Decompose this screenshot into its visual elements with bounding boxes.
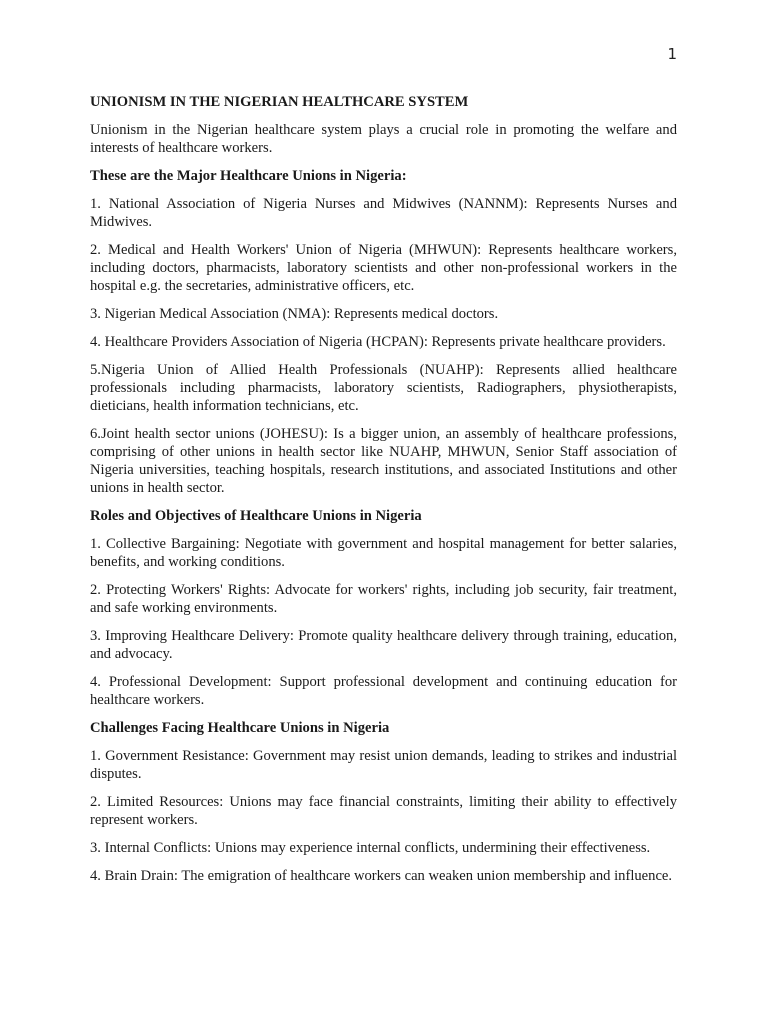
list-item: 3. Nigerian Medical Association (NMA): Represents medical doctors.: [90, 306, 499, 322]
document-body: [90, 93, 677, 895]
list-item: 2. Medical and Health Workers' Union of Nigeria (MHWUN): Represents healthcare workers, including doctors, pharmacists, laboratory scientists and other non-professional workers in the hospital e.g. the secretaries, administrative officers, etc.: [90, 242, 677, 294]
list-item: 4. Brain Drain: The emigration of healthcare workers can weaken union membership and influence.: [90, 868, 673, 884]
list-item: 2. Limited Resources: Unions may face financial constraints, limiting their ability to effectively represent workers.: [90, 794, 677, 828]
list-item: 4. Healthcare Providers Association of Nigeria (HCPAN): Represents private healthcare providers.: [90, 334, 666, 350]
list-item: 3. Internal Conflicts: Unions may experience internal conflicts, undermining their effectiveness.: [90, 840, 651, 856]
list-item: 2. Protecting Workers' Rights: Advocate for workers' rights, including job security, fair treatment, and safe working environments.: [90, 582, 677, 616]
section-heading-roles: Roles and Objectives of Healthcare Unions in Nigeria: [90, 508, 422, 524]
list-item: 1. Collective Bargaining: Negotiate with government and hospital management for better salaries, benefits, and working conditions.: [90, 536, 677, 570]
list-item: 1. National Association of Nigeria Nurses and Midwives (NANNM): Represents Nurses and Midwives.: [90, 196, 677, 230]
section-heading-challenges: Challenges Facing Healthcare Unions in Nigeria: [90, 720, 390, 736]
document-title: UNIONISM IN THE NIGERIAN HEALTHCARE SYSTEM: [90, 94, 469, 110]
list-item: 4. Professional Development: Support professional development and continuing education for healthcare workers.: [90, 674, 677, 708]
list-item: 6.Joint health sector unions (JOHESU): Is a bigger union, an assembly of healthcare professions, comprising of other unions in health sector like NUAHP, MHWUN, Senior Staff association of Nigeria universities, teaching hospitals, research institutions, and associated Institutions and other unions in health sector.: [90, 426, 677, 496]
list-item: 5.Nigeria Union of Allied Health Professionals (NUAHP): Represents allied healthcare professionals including pharmacists, laboratory scientists, Radiographers, physiotherapists, dieticians, health information technicians, etc.: [90, 362, 677, 414]
list-item: 3. Improving Healthcare Delivery: Promote quality healthcare delivery through training, education, and advocacy.: [90, 628, 677, 662]
page-number: 1: [667, 45, 677, 63]
section-heading-major-unions: These are the Major Healthcare Unions in Nigeria:: [90, 168, 407, 184]
list-item: 1. Government Resistance: Government may resist union demands, leading to strikes and industrial disputes.: [90, 748, 677, 782]
intro-paragraph: Unionism in the Nigerian healthcare system plays a crucial role in promoting the welfare and interests of healthcare workers.: [90, 122, 677, 156]
